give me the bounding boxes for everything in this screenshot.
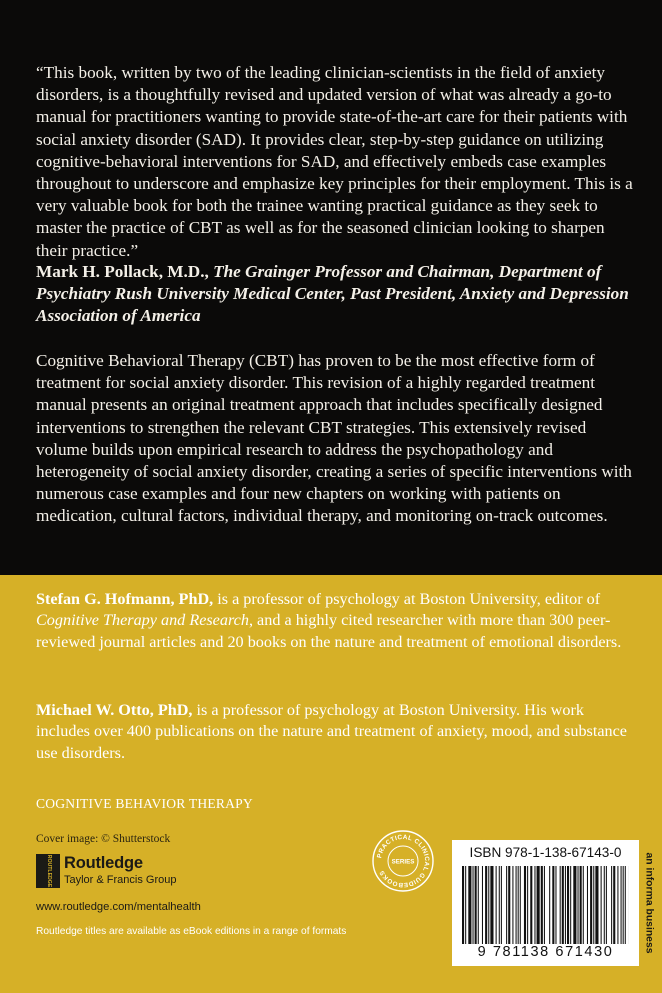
- book-description: Cognitive Behavioral Therapy (CBT) has proven to be the most effective form of treatment for social anxiety disorder. This revision of a highly regarded treatment manual presents an original treatment approach that includes specifically designed interventions to strengthen the relevant CBT strategies. This extensively revised volume builds upon empirical research to address the psychopathology and heterogeneity of social anxiety disorder, creating a series of specific interventions with numerous case examples and four new chapters on working with patients on medication, cultural factors, individual therapy, and monitoring on-track outcomes.: [36, 351, 632, 526]
- endorsement-quote: “This book, written by two of the leading clinician-scientists in the field of anxiety disorders, is a thoughtfully revised and updated version of what was already a go-to manual for practitioners wanting to provide state-of-the-art care for their patients with social anxiety disorder (SAD). It provides clear, step-by-step guidance on utilizing cognitive-behavioral interventions for SAD, and effectively embeds case examples throughout to underscore and emphasize key principles for their employment. This is a very valuable book for both the trainee wanting practical guidance as they seek to master the practice of CBT as well as for the seasoned clinician looking to sharpen their practice.”: [36, 63, 633, 260]
- author-bio-otto: [36, 700, 636, 764]
- endorser-name: Mark H. Pollack, M.D.,: [36, 262, 209, 281]
- routledge-vertical-mark: ROUTLEDGE: [46, 854, 52, 888]
- publisher-name: Routledge: [64, 854, 143, 872]
- isbn-label: ISBN 978-1-138-67143-0: [469, 845, 622, 860]
- endorsement-attribution: [36, 261, 646, 327]
- author-name-otto: Michael W. Otto, PhD,: [36, 701, 193, 719]
- series-badge-icon: [371, 829, 435, 893]
- barcode-digits: 9 781138 671430: [477, 944, 614, 960]
- author-bio-hofmann: [36, 589, 636, 653]
- subject-category: COGNITIVE BEHAVIOR THERAPY: [36, 796, 253, 811]
- author-name-hofmann: Stefan G. Hofmann, PhD,: [36, 590, 214, 608]
- routledge-logo: [36, 852, 196, 892]
- publisher-group: Taylor & Francis Group: [64, 874, 177, 886]
- endorser-role: The Grainger Professor and Chairman, Department of Psychiatry Rush University Medical Center, Past President, Anxiety and Depression Association of America: [36, 262, 629, 325]
- author-section: [0, 575, 662, 993]
- series-arc-text: PRACTICAL CLINICAL GUIDEBOOKS: [376, 833, 431, 889]
- informa-side-text: [641, 840, 657, 966]
- bio-text: , and a highly cited researcher with more than 300 peer-reviewed journal articles and 20 books on the nature and treatment of emotional disorders.: [36, 611, 622, 651]
- cover-credit: Cover image: © Shutterstock: [36, 833, 171, 845]
- routledge-mark-icon: [36, 854, 60, 888]
- bio-text: is a professor of psychology at Boston University. His work includes over 400 publications on the nature and treatment of anxiety, mood, and substance use disorders.: [36, 701, 627, 762]
- journal-title: Cognitive Therapy and Research: [36, 611, 249, 630]
- bio-text: is a professor of psychology at Boston University, editor of: [213, 590, 601, 608]
- publisher-url[interactable]: www.routledge.com/mentalhealth: [36, 901, 201, 913]
- isbn-barcode: [452, 840, 639, 966]
- informa-label: an informa business: [643, 852, 655, 954]
- ebook-note: Routledge titles are available as eBook editions in a range of formats: [36, 926, 347, 937]
- barcode-bars: [462, 866, 629, 944]
- series-center-text: SERIES: [391, 858, 415, 866]
